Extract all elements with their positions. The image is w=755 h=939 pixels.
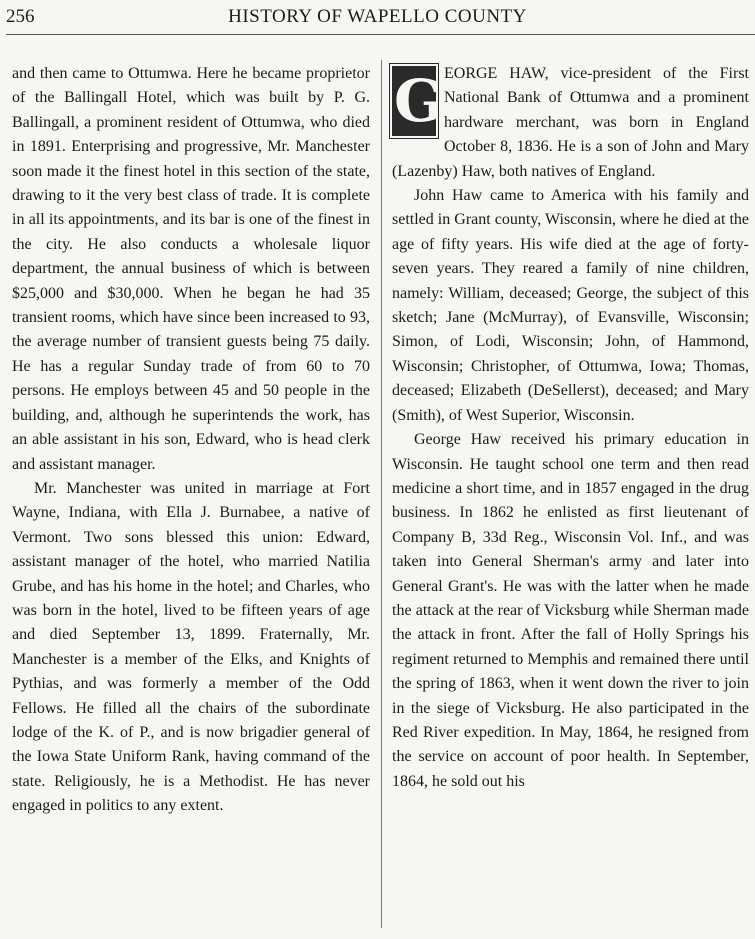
column-divider <box>381 60 382 928</box>
biography-opening: EORGE HAW, vice-president of the First National Bank of Ottumwa and a prominent hardware merchant, was born in England October 8, 1836. He is a son of John and Mary (Lazenby) Haw, both natives of England. <box>392 65 749 180</box>
right-paragraph-2: John Haw came to America with his family and settled in Grant county, Wisconsin, where he died at the age of fifty years. His wife died at the age of forty-seven years. They reared a family of nine children, namely: William, deceased; George, the subject of this sketch; Jane (McMurray), of Evansville, Wisconsin; Simon, of Lodi, Wisconsin; John, of Hammond, Wisconsin; Christopher, of Ottumwa, Iowa; Thomas, deceased; Elizabeth (DeSellerst), deceased; and Mary (Smith), of West Superior, Wisconsin. <box>392 187 749 424</box>
right-paragraph-3: George Haw received his primary education in Wisconsin. He taught school one term and then read medicine a short time, and in 1857 engaged in the drug business. In 1862 he enlisted as first lieutenant of Company B, 33d Reg., Wisconsin Vol. Inf., and was taken into General Sherman's army and later into General Grant's. He was with the latter when he made the attack at the rear of Vicksburg while Sherman made the attack in front. After the fall of Holly Springs his regiment returned to Memphis and remained there until the spring of 1863, when it went down the river to join in the siege of Vicksburg. He also participated in the Red River expedition. In May, 1864, he resigned from the service on account of poor health. In September, 1864, he sold out his <box>392 431 749 790</box>
page-number: 256 <box>6 6 35 27</box>
header-rule <box>6 34 755 35</box>
left-column <box>12 62 370 819</box>
right-column <box>392 62 749 794</box>
right-paragraph-1 <box>392 62 749 184</box>
page-header <box>0 4 755 34</box>
left-paragraph-2: Mr. Manchester was united in marriage at Fort Wayne, Indiana, with Ella J. Burnabee, a native of Vermont. Two sons blessed this union: Edward, assistant manager of the hotel, who married Natilia Grube, and has his home in the hotel; and Charles, who was born in the hotel, lived to be fifteen years of age and died September 13, 1899. Fraternally, Mr. Manchester is a member of the Elks, and Knights of Pythias, and was formerly a member of the Odd Fellows. He filled all the chairs of the subordinate lodge of the K. of P., and is now brigadier general of the Iowa State Uniform Rank, having command of the state. Religiously, he is a Methodist. He has never engaged in politics to any extent. <box>12 479 370 815</box>
running-title: HISTORY OF WAPELLO COUNTY <box>228 6 527 27</box>
left-paragraph-1: and then came to Ottumwa. Here he became proprietor of the Ballingall Hotel, which was built by P. G. Ballingall, a prominent resident of Ottumwa, who died in 1891. Enterprising and progressive, Mr. Manchester soon made it the finest hotel in this section of the state, drawing to it the very best class of trade. It is complete in all its appointments, and its bar is one of the finest in the city. He also conducts a wholesale liquor department, the annual business of which is between $25,000 and $30,000. When he began he had 35 transient rooms, which have since been increased to 93, the average number of transient guests being 75 daily. He has a regular Sunday trade of from 60 to 70 persons. He employs between 45 and 50 people in the building, and, although he superintends the work, has an able assistant in his son, Edward, who is head clerk and assistant manager. <box>12 65 370 473</box>
drop-cap: G <box>394 67 444 135</box>
